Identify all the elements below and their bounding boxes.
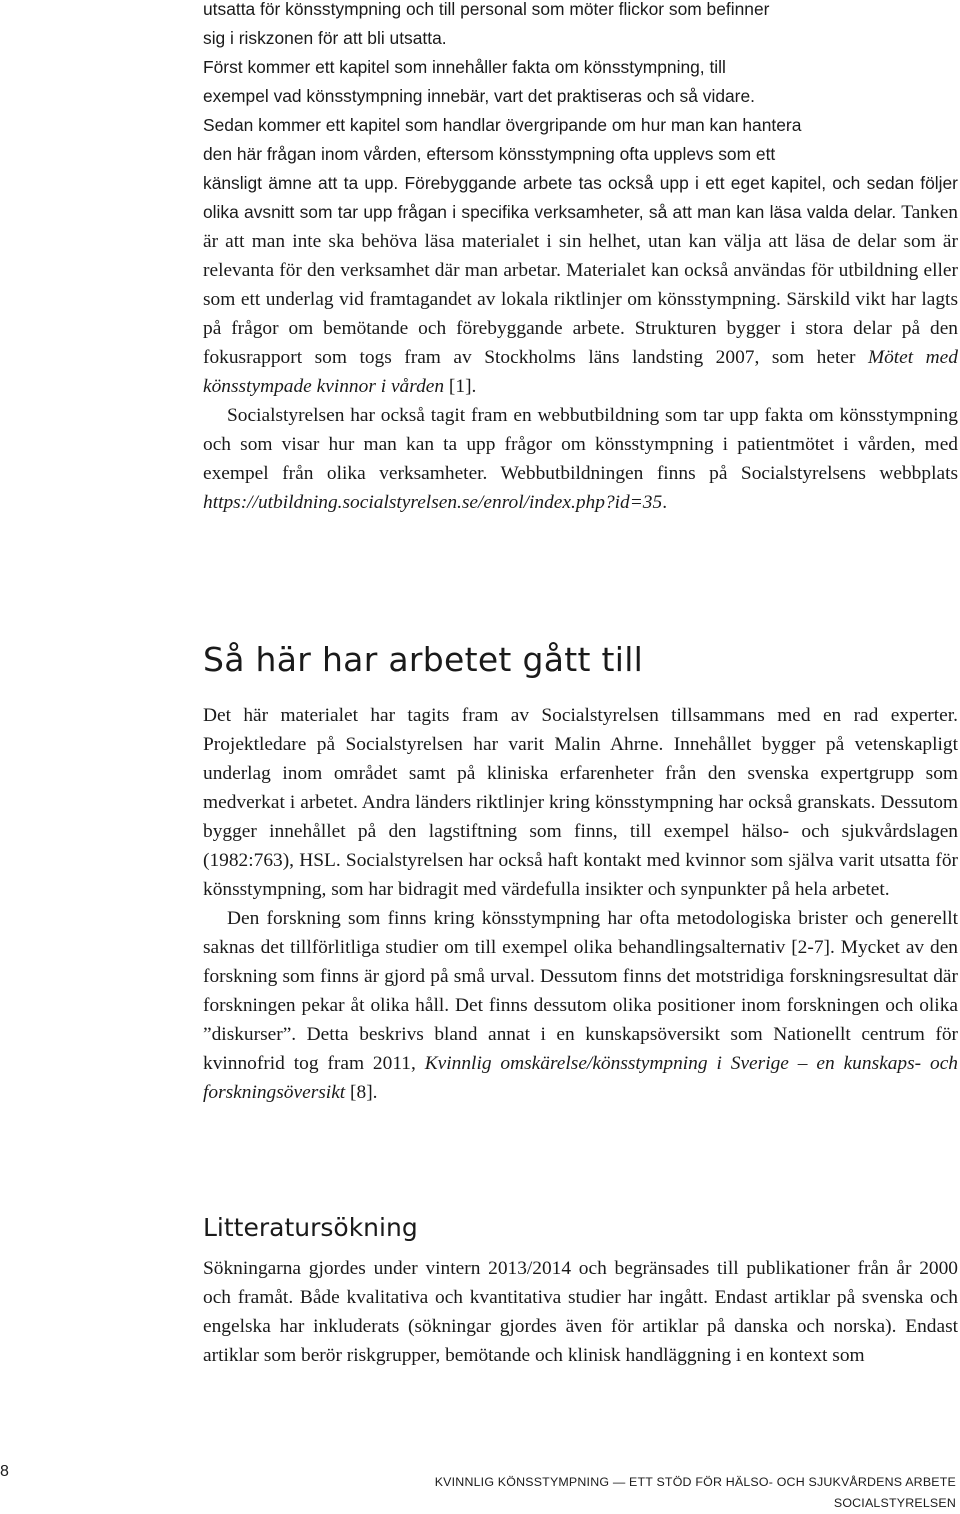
text-line: Sedan kommer ett kapitel som handlar övergripande om hur man kan hantera — [203, 115, 802, 135]
text-line: exempel vad könsstympning innebär, vart det praktiseras och så vidare. — [203, 86, 755, 106]
intro-paragraph-a — [203, 0, 958, 111]
text-line: Först kommer ett kapitel som innehåller fakta om könsstympning, till — [203, 57, 726, 77]
how-paragraph-2-italic: Kvinnlig omskärelse/könsstympning i Sverige – en kunskaps- och forskningsöversikt — [203, 1053, 959, 1103]
page-number: 8 — [0, 1463, 9, 1480]
web-paragraph — [203, 401, 958, 517]
section-how-body — [203, 701, 958, 1107]
text-line: den här frågan inom vården, eftersom könsstympning ofta upplevs som ett — [203, 144, 776, 164]
intro-mixed-sans: Förebyggande arbete tas också upp i ett eget kapitel, och sedan följer olika avsnitt som tar upp frågan i specifika verksamheter, så att man kan läsa valda delar. — [203, 173, 958, 222]
web-url-link[interactable]: https://utbildning.socialstyrelsen.se/enrol/index.php?id=35 — [203, 492, 663, 513]
intro-mixed-serif-1: Tanken är att man inte ska behöva läsa materialet i sin helhet, utan kan välja att läsa de delar som är relevanta för den verksamhet där man arbetar. Materialet kan också användas för utbildning eller som ett underlag vid framtagandet av lokala riktlinjer om könsstympning. Särskild vikt har lagts på frågor om bemötande och förebyggande arbete. Strukturen bygger i stora delar på den fokusrapport som togs fram av Stockholms läns landsting 2007, som heter — [203, 202, 958, 368]
how-paragraph-2-text: Den forskning som finns kring könsstympning har ofta metodologiska brister och generellt saknas det tillförlitliga studier om till exempel olika behandlingsalternativ [2-7]. Mycket av den forskning som finns är gjord på små urval. Dessutom finns det motstridiga forskningsresultat där forskningen pekar åt olika håll. Det finns dessutom olika positioner inom forskningen och olika ”diskurser”. Detta beskrivs bland annat i en kunskapsöversikt som Nationellt centrum för kvinnofrid tog fram 2011, — [203, 908, 958, 1074]
heading-litteratursokning: Litteratursökning — [203, 1213, 418, 1242]
lit-paragraph-1: Sökningarna gjordes under vintern 2013/2014 och begränsades till publikationer från år 2000 och framåt. Både kvalitativa och kvantitativa studier har ingått. Endast artiklar på svenska och engelska har inkluderats (sökningar gjordes även för artiklar på danska och norska). Endast artiklar som berör riskgrupper, bemötande och klinisk handläggning i en kontext som — [203, 1258, 958, 1366]
footer-title — [435, 1472, 956, 1514]
heading-how: Så här har arbetet gått till — [203, 640, 644, 679]
section-lit-body — [203, 1254, 958, 1370]
how-paragraph-2-end: [8]. — [345, 1082, 378, 1103]
footer-doc-title: KVINNLIG KÖNSSTYMPNING — ETT STÖD FÖR HÄLSO- OCH SJUKVÅRDENS ARBETE — [434, 1475, 956, 1489]
web-paragraph-end: . — [662, 492, 668, 513]
how-paragraph-2 — [203, 904, 958, 1107]
intro-paragraph-b — [203, 111, 958, 401]
footer-publisher: SOCIALSTYRELSEN — [833, 1496, 956, 1510]
intro-block — [203, 0, 958, 517]
text-line: känsligt ämne att ta upp. — [203, 173, 399, 193]
text-line: utsatta för könsstympning och till personal som möter flickor som befinner — [203, 0, 770, 19]
web-paragraph-text: Socialstyrelsen har också tagit fram en webbutbildning som tar upp fakta om könsstympning och som visar hur man kan ta upp frågor om könsstympning i patientmötet i vården, med exempel från olika verksamheter. Webbutbildningen finns på Socialstyrelsens webbplats — [203, 405, 958, 484]
intro-mixed-italic-title: Mötet med könsstympade kvinnor i vården — [203, 347, 958, 397]
text-line: sig i riskzonen för att bli utsatta. — [203, 28, 447, 48]
how-paragraph-1: Det här materialet har tagits fram av Socialstyrelsen tillsammans med en rad experter. Projektledare på Socialstyrelsen har varit Malin Ahrne. Innehållet bygger på vetenskapligt underlag inom området samt på kliniska erfarenheter från den svenska expertgrupp som medverkat i arbetet. Andra länders riktlinjer kring könsstympning har också granskats. Dessutom bygger innehållet på den lagstiftning som finns, till exempel hälso- och sjukvårdslagen (1982:763), HSL. Socialstyrelsen har också haft kontakt med kvinnor som själva varit utsatta för könsstympning, som har bidragit med värdefulla insikter och synpunkter på hela arbetet. — [203, 705, 958, 900]
intro-mixed-serif-2: [1]. — [444, 376, 477, 397]
